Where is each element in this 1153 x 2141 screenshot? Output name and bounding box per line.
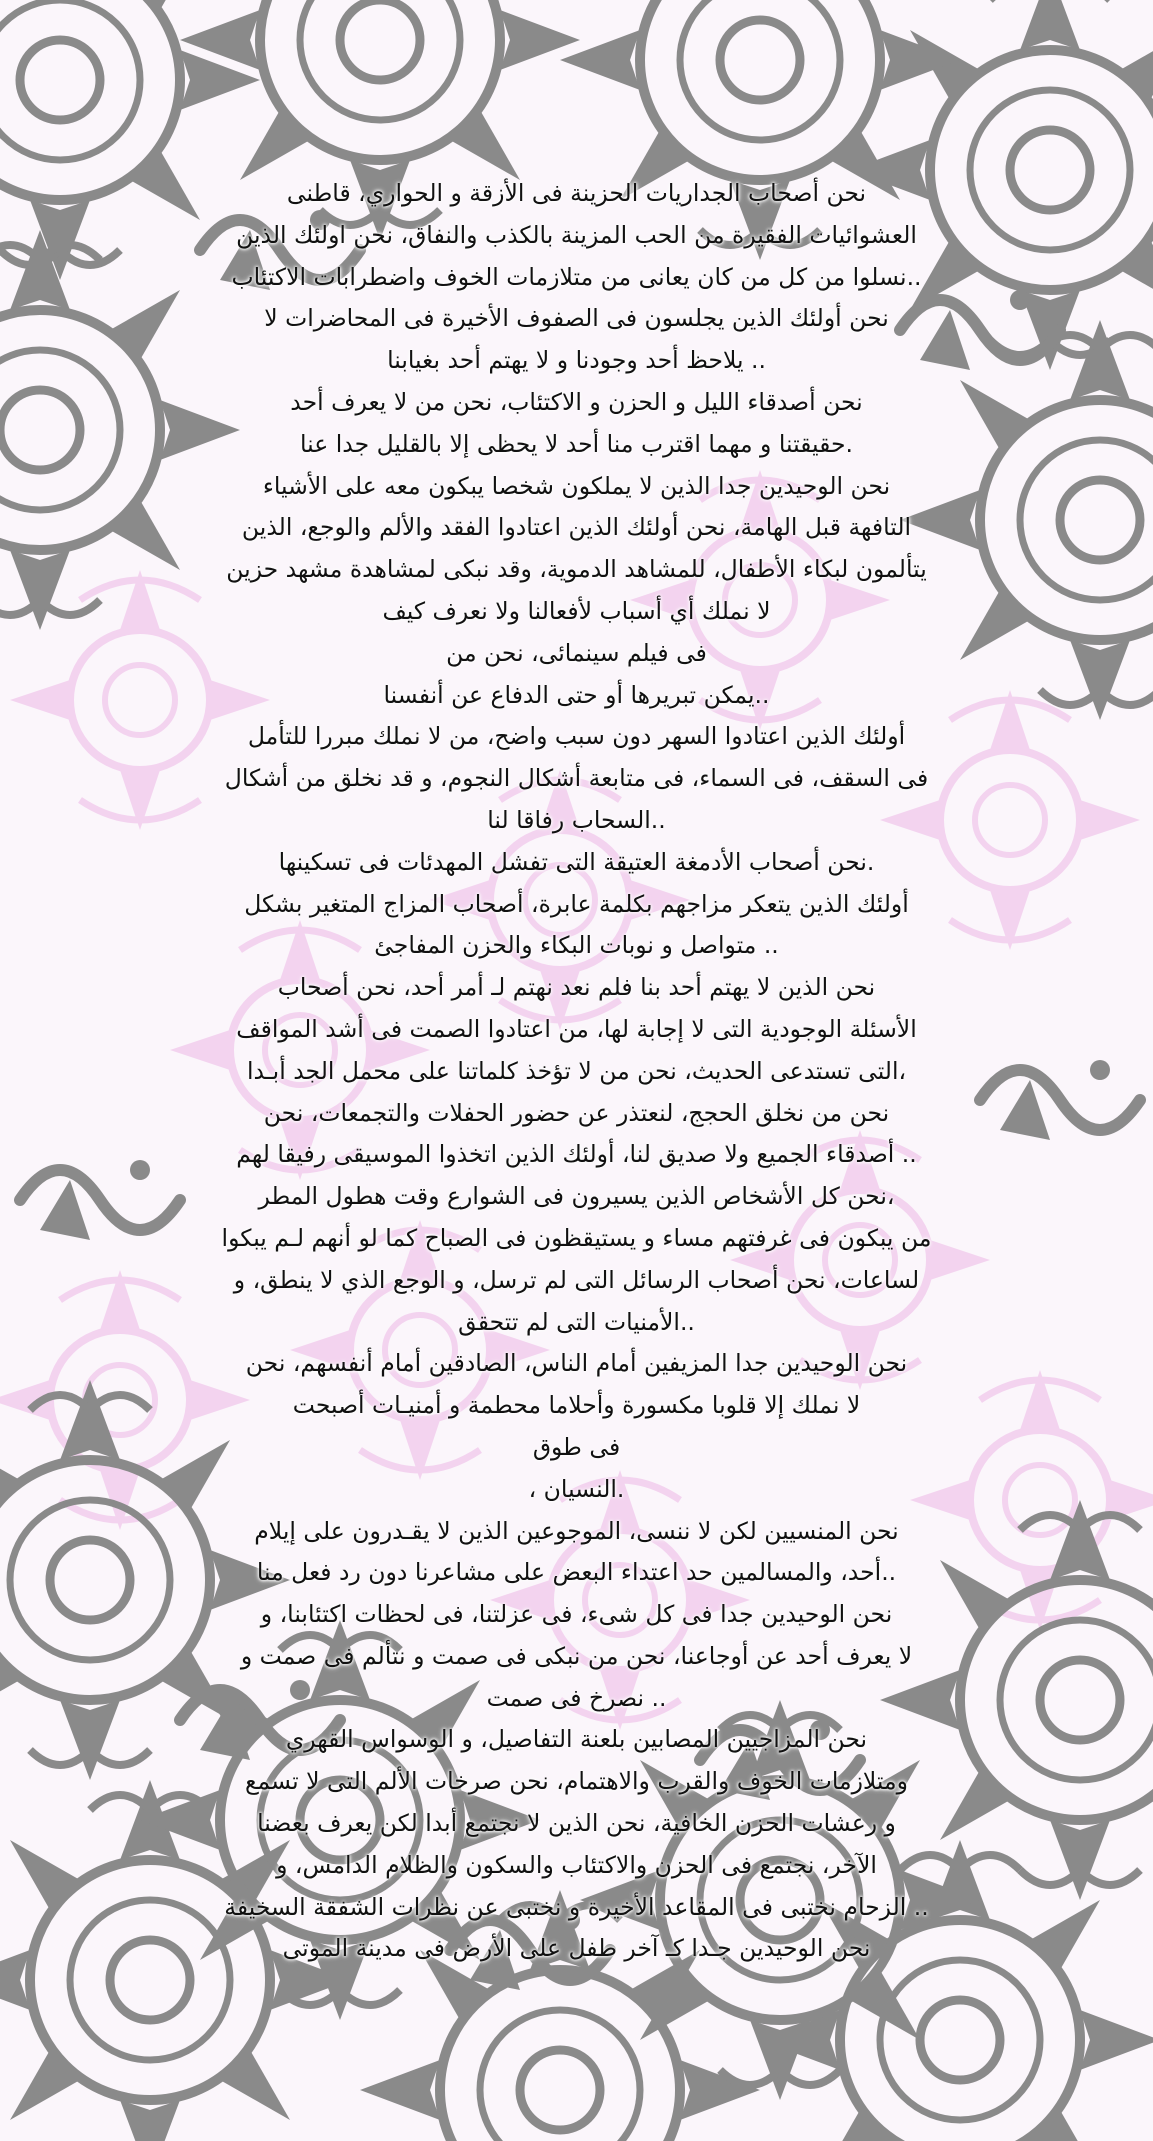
poem-line: نحن أصحاب الجداريات الحزينة فى الأزقة و الحواري، قاطنى [286, 179, 867, 207]
poem-line: نحن أصدقاء الليل و الحزن و الاكتئاب، نحن من لا يعرف أحد [290, 387, 863, 416]
poem-line: نحن الذين لا يهتم أحد بنا فلم نعد نهتم لـ أمر أحد، نحن أصحاب [277, 973, 876, 1002]
poem-line: .. يلاحظ أحد وجودنا و لا يهتم أحد بغيابنا [387, 346, 766, 375]
poem-line: يتألمون لبكاء الأطفال، للمشاهد الدموية، وقد نبكى لمشاهدة مشهد حزين [226, 555, 927, 584]
poem-line: لا نملك أي أسباب لأفعالنا ولا نعرف كيف [382, 596, 771, 625]
poem-line: لساعات، نحن أصحاب الرسائل التى لم ترسل، و الوجع الذي لا ينطق، و [233, 1265, 920, 1294]
poem-line: العشوائيات الفقيرة من الحب المزينة بالكذب والنفاق، نحن اولئك الذين [236, 220, 917, 249]
poem-line: نحن من نخلق الحجج، لنعتذر عن حضور الحفلات والتجمعات، نحن [263, 1098, 890, 1127]
poem-line: أولئك الذين اعتادوا السهر دون سبب واضح، من لا نملك مبررا للتأمل [247, 722, 906, 751]
poem-line: .حقيقتنا و مهما اقترب منا أحد لا يحظى إلا بالقليل جدا عنا [299, 429, 854, 458]
poem-line: .. نصرخ فى صمت [486, 1683, 667, 1712]
poem-line: ومتلازمات الخوف والقرب والاهتمام، نحن صرخات الألم التى لا تسمع [245, 1767, 908, 1796]
poem-line: نحن الوحيدين جدا فى كل شىء، فى عزلتنا، فى لحظات اكتئابنا، و [260, 1600, 893, 1629]
poem-line: و رعشات الحزن الخافية، نحن الذين لا نجتمع أبدا لكن يعرف بعضنا [257, 1809, 896, 1838]
poem-line: نحن أولئك الذين يجلسون فى الصفوف الأخيرة فى المحاضرات لا [264, 304, 889, 333]
poem-line: فى طوق [532, 1432, 621, 1461]
poem-line: .النسيان ، [528, 1474, 625, 1503]
poem-line: لا يعرف أحد عن أوجاعنا، نحن من نبكى فى صمت و نتألم فى صمت و [240, 1641, 913, 1670]
poem-line: نحن الوحيدين جـدا كـ آخر طفل على الأرض فى مدينة الموتى [282, 1934, 871, 1963]
poem-line: نحن المنسيين لكن لا ننسى، الموجوعين الذين لا يقـدرون على إيلام [254, 1516, 899, 1545]
poem-line: فى السقف، فى السماء، فى متابعة أشكال النجوم، و قد نخلق من أشكال [224, 764, 929, 793]
poem-line: .. أصدقاء الجميع ولا صديق لنا، أولئك الذين اتخذوا الموسيقى رفيقا لهم [236, 1140, 917, 1169]
poem-line: فى فيلم سينمائى، نحن من [446, 638, 707, 667]
poem-line: ..أحد، والمسالمين حد اعتداء البعض على مشاعرنا دون رد فعل منا [256, 1558, 897, 1587]
poem-line: ،التى تستدعى الحديث، نحن من لا تؤخذ كلماتنا على محمل الجد أبـدا [246, 1056, 907, 1085]
poem-line: لا نملك إلا قلوبا مكسورة وأحلاما محطمة و أمنيـات أصبحت [292, 1391, 861, 1420]
poem-line: .. متواصل و نوبات البكاء والحزن المفاجئ [374, 931, 779, 960]
poem-line: ..الأمنيات التى لم تتحقق [458, 1307, 695, 1336]
poem-line: ،نحن كل الأشخاص الذين يسيرون فى الشوارع وقت هطول المطر [258, 1182, 895, 1211]
poem-line: نحن الوحيدين جدا الذين لا يملكون شخصا يبكون معه على الأشياء [262, 471, 891, 500]
poem-line: ..السحاب رفاقا لنا [487, 805, 666, 834]
poem-line: .نحن أصحاب الأدمغة العتيقة التى تفشل المهدئات فى تسكينها [278, 847, 875, 876]
poem-line: ..يمكن تبريرها أو حتى الدفاع عن أنفسنا [383, 680, 770, 709]
poem-line: أولئك الذين يتعكر مزاجهم بكلمة عابرة، أصحاب المزاج المتغير بشكل [244, 889, 909, 918]
poem-line: التافهة قبل الهامة، نحن أولئك الذين اعتادوا الفقد والألم والوجع، الذين [241, 513, 912, 542]
poem-line: الأسئلة الوجودية التى لا إجابة لها، من اعتادوا الصمت فى أشد المواقف [236, 1014, 917, 1043]
poem-line: من يبكون فى غرفتهم مساء و يستيقظون فى الصباح كما لو أنهم لـم يبكوا [221, 1223, 932, 1252]
poem-line: .. الزحام نختبى فى المقاعد الأخيرة و نختبى عن نظرات الشفقة السخيفة [224, 1892, 929, 1921]
poem-line: نحن الوحيدين جدا المزيفين أمام الناس، الصادقين أمام أنفسهم، نحن [245, 1349, 908, 1378]
poem-line: الآخر، نجتمع فى الحزن والاكتئاب والسكون والظلام الدامس، و [276, 1850, 877, 1879]
poem-line: نحن المزاجيين المصابين بلعنة التفاصيل، و الوسواس القهري [285, 1725, 868, 1754]
poem-text [40, 173, 1113, 1970]
poem-line: ..نسلوا من كل من كان يعانى من متلازمات الخوف واضطرابات الاكتئاب [231, 262, 922, 291]
